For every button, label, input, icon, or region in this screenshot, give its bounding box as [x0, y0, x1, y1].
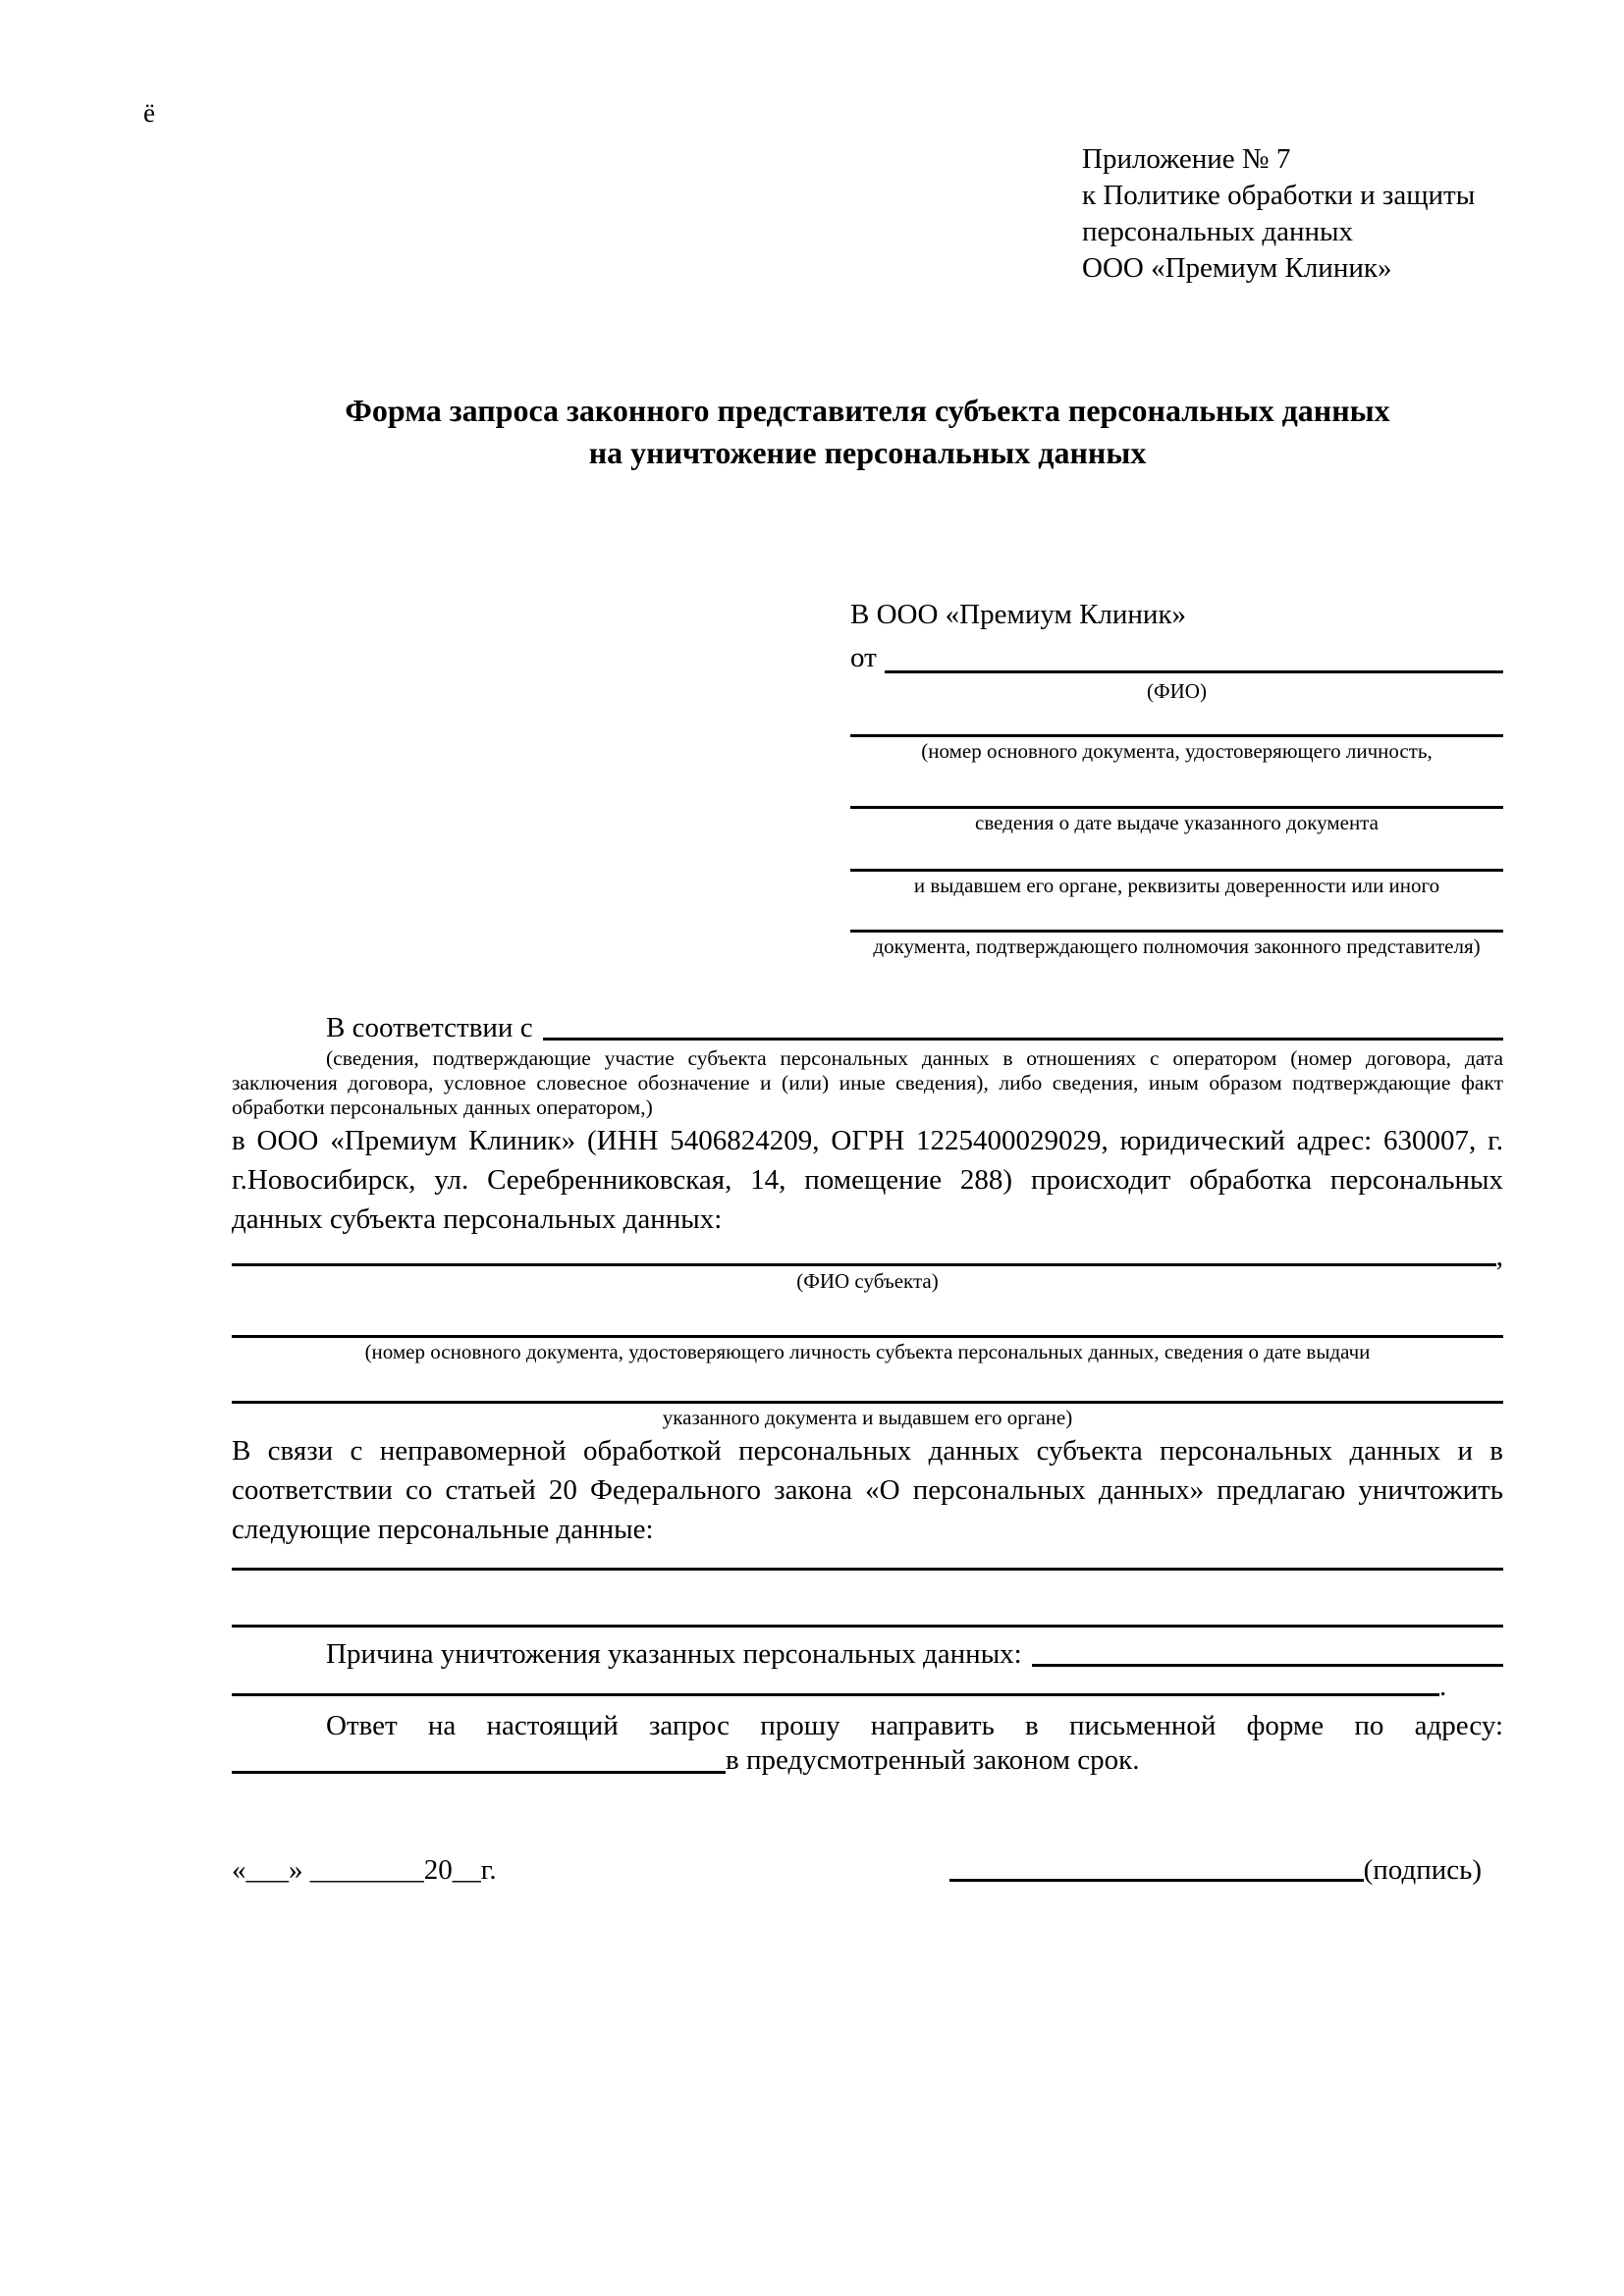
signature-blank-line: [949, 1879, 1364, 1882]
fio-caption: (ФИО): [1147, 679, 1207, 703]
appendix-line-2: к Политике обработки и защиты: [1082, 180, 1476, 211]
subject-fio-blank-row: [232, 1239, 1503, 1272]
doc-issuer-blank-row: [850, 869, 1503, 898]
doc-authority-caption: документа, подтверждающего полномочия законного представителя): [873, 934, 1481, 958]
doc-number-caption: (номер основного документа, удостоверяющего личность,: [921, 739, 1433, 763]
appendix-line-3: персональных данных: [1082, 216, 1354, 247]
fio-blank-line: [885, 670, 1503, 673]
subject-doc-blank-row-1: [232, 1335, 1503, 1364]
comma-after-line: ,: [1495, 1241, 1503, 1272]
doc-authority-blank-row: [850, 930, 1503, 959]
subject-doc-blank-row-2: [232, 1401, 1503, 1430]
reply-address-blank-line: [232, 1771, 726, 1774]
addressee-to: В ООО «Премиум Клиник»: [850, 599, 1187, 630]
doc-number-blank-row: [850, 734, 1503, 764]
reason-continuation-row: [232, 1669, 1503, 1702]
subject-fio-blank-line: [232, 1263, 1496, 1266]
doc-issue-date-caption: сведения о дате выдаче указанного документа: [975, 811, 1379, 834]
doc-issue-date-blank-row: [850, 806, 1503, 835]
date-signature-row: [232, 1851, 1503, 1887]
signature-caption: (подпись): [1363, 1854, 1482, 1886]
document-title: [232, 390, 1503, 474]
reason-row: [232, 1633, 1503, 1671]
accordance-blank-line: [543, 1038, 1503, 1041]
appendix-line-1: Приложение № 7: [1082, 143, 1291, 175]
document-title-line-1: Форма запроса законного представителя субъекта персональных данных: [345, 393, 1390, 428]
accordance-fine-print: (сведения, подтверждающие участие субъекта персональных данных в отношениях с оператором (номер договора, дата заключения договора, условное словесное обозначение и (или) иные сведения), либо сведения, иным образом подтверждающие факт обработки персональных данных оператором,): [232, 1046, 1503, 1119]
document-title-line-2: на уничтожение персональных данных: [588, 435, 1147, 470]
stray-char: ё: [143, 98, 155, 128]
date-blank-text: «___» ________20__г.: [232, 1854, 497, 1886]
subject-fio-caption: (ФИО субъекта): [796, 1269, 939, 1293]
accordance-label: В соответствии с: [326, 1012, 533, 1043]
reason-continuation-blank-line: [232, 1693, 1439, 1696]
doc-issuer-caption: и выдавшем его органе, реквизиты доверенности или иного: [913, 874, 1440, 897]
reply-paragraph: Ответ на настоящий запрос прошу направить в письменной форме по адресу:: [326, 1710, 1503, 1741]
addressee-block: [850, 595, 1503, 959]
signature-group: [949, 1854, 1482, 1887]
data-blank-line-1: [232, 1568, 1503, 1571]
unlawful-processing-paragraph: В связи с неправомерной обработкой персональных данных субъекта персональных данных и в соответствии со статьей 20 Федерального закона «О персональных данных» предлагаю уничтожить следующие персональные данные:: [232, 1435, 1503, 1545]
from-row: [850, 640, 1503, 677]
period-after-line: .: [1439, 1671, 1447, 1702]
reason-label: Причина уничтожения указанных персональных данных:: [326, 1638, 1022, 1670]
operator-paragraph: в ООО «Премиум Клиник» (ИНН 5406824209, ОГРН 1225400029029, юридический адрес: 630007, г. г.Новосибирск, ул. Серебренниковская, 14, помещение 288) происходит обработка персональных данных субъекта персональных данных:: [232, 1125, 1503, 1235]
reason-blank-line: [1032, 1664, 1503, 1667]
reply-tail-text: в предусмотренный законом срок.: [726, 1744, 1140, 1776]
subject-doc-caption-1: (номер основного документа, удостоверяющего личность субъекта персональных данных, сведения о дате выдачи: [364, 1340, 1371, 1363]
reply-address-row: [232, 1743, 1503, 1777]
accordance-row: [232, 1007, 1503, 1044]
subject-doc-caption-2: указанного документа и выдавшем его органе): [662, 1406, 1073, 1429]
appendix-header: [1082, 141, 1475, 287]
data-blank-line-2: [232, 1625, 1503, 1628]
from-label: от: [850, 642, 877, 673]
appendix-line-4: ООО «Премиум Клиник»: [1082, 252, 1392, 284]
